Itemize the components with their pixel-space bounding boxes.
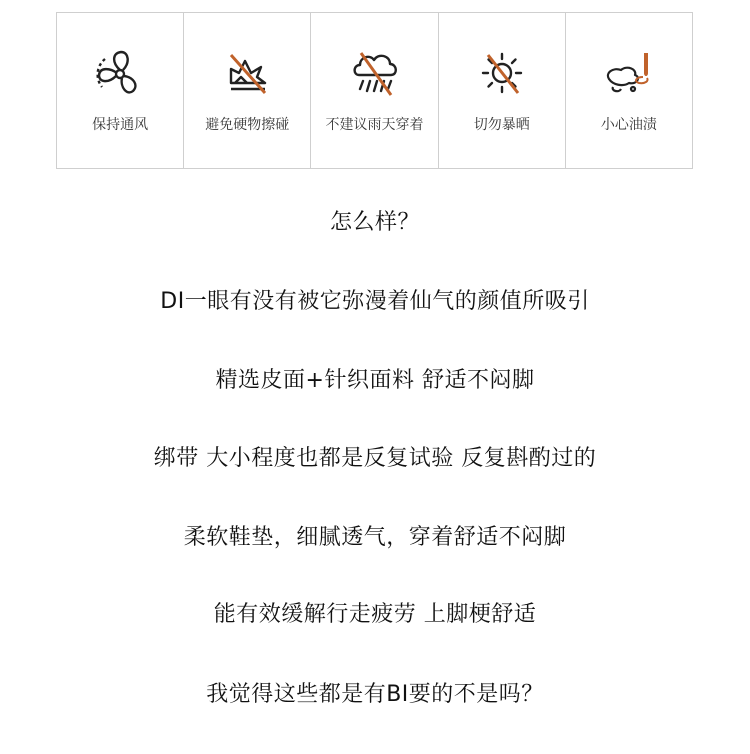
care-label-no-sun: 切勿暴晒 [473,117,530,133]
no-sun-icon [472,43,532,103]
description-heading: 怎么样？ [329,210,420,235]
description-line: 我觉得这些都是有BI要的不是吗？ [206,682,544,707]
care-item-no-rain [311,13,438,168]
description-line: 精选皮面+针织面料 舒适不闷脚 [215,368,535,393]
care-label-oil-stain: 小心油渍 [600,117,657,133]
care-item-oil-stain [566,13,692,168]
description-line: 能有效缓解行走疲劳 上脚梗舒适 [213,602,537,627]
care-item-no-sun [439,13,566,168]
no-rain-icon [345,43,405,103]
care-instructions-strip [56,12,693,169]
care-label-no-rain: 不建议雨天穿着 [325,117,424,133]
description-line: DI一眼有没有被它弥漫着仙气的颜值所吸引 [160,289,590,314]
care-item-ventilation [57,13,184,168]
care-item-avoid-collision [184,13,311,168]
no-collision-icon [217,43,277,103]
oil-stain-icon [599,43,659,103]
description-line: 绑带 大小程度也都是反复试验 反复斟酌过的 [153,446,597,471]
fan-icon [90,43,150,103]
description-line: 柔软鞋垫，细腻透气，穿着舒适不闷脚 [183,525,567,550]
care-label-avoid-collision: 避免硬物擦碰 [205,117,290,133]
care-label-ventilation: 保持通风 [92,117,149,133]
